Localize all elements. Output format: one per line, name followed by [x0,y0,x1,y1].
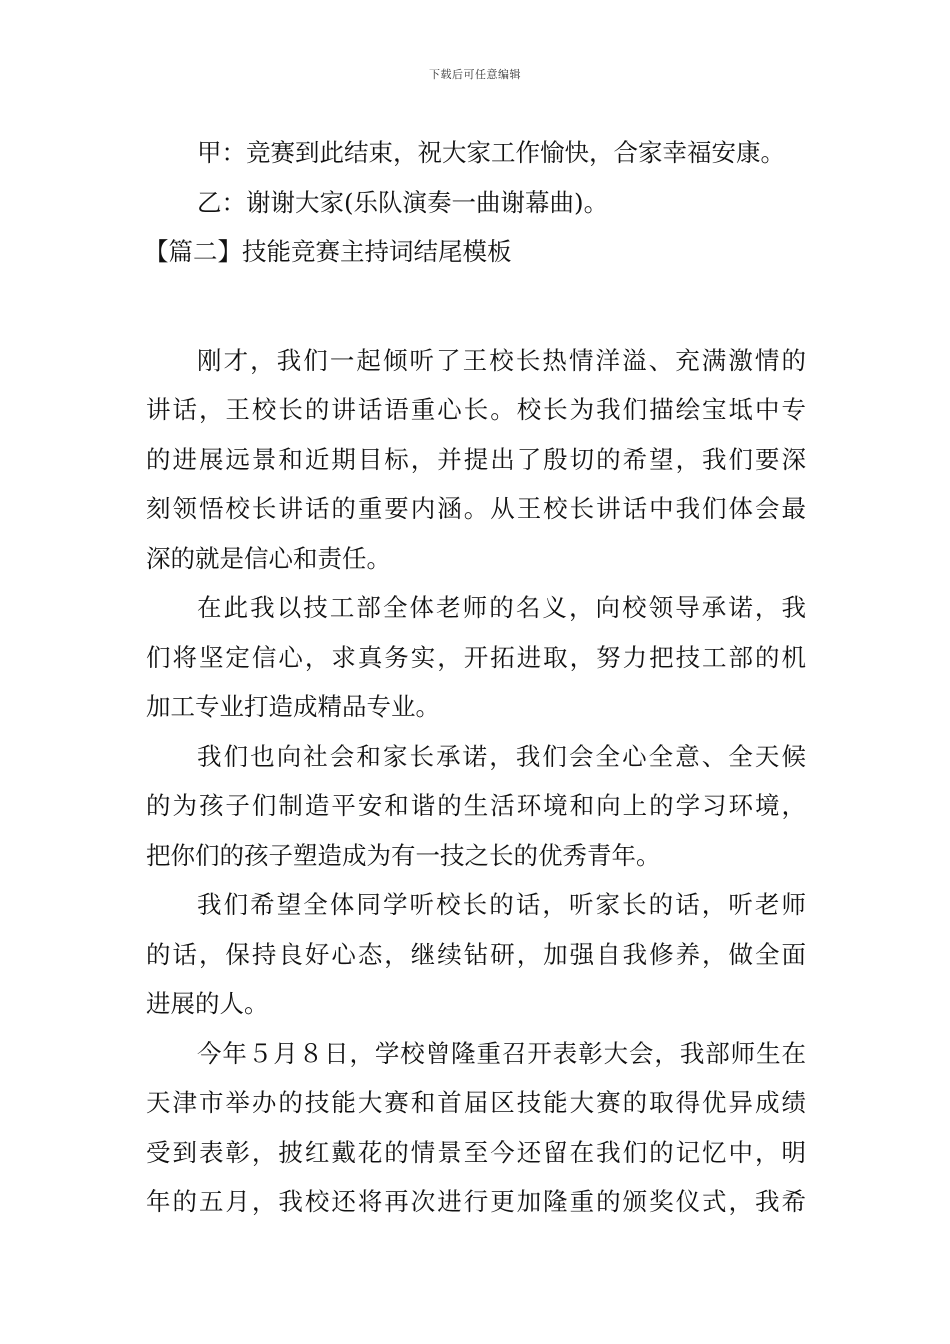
paragraph-line: 加工专业打造成精品专业。 [146,692,440,721]
paragraph-line: 年的五月，我校还将再次进行更加隆重的颁奖仪式，我希 [146,1187,806,1216]
intro-line: 乙：谢谢大家(乐队演奏一曲谢幕曲)。 [197,187,609,217]
paragraph-line: 进展的人。 [146,989,269,1018]
intro-line: 甲：竞赛到此结束，祝大家工作愉快，合家幸福安康。 [197,138,785,167]
page-header: 下载后可任意编辑 [429,68,521,81]
paragraph-line: 的为孩子们制造平安和谐的生活环境和向上的学习环境， [146,791,806,820]
paragraph-line: 刚才，我们一起倾听了王校长热情洋溢、充满激情的 [197,345,806,375]
paragraph [146,732,806,881]
paragraph-line: 把你们的孩子塑造成为有一技之长的优秀青年。 [146,840,661,870]
paragraph-line: 受到表彰，披红戴花的情景至今还留在我们的记忆中，明 [146,1137,806,1167]
paragraph-line: 我们也向社会和家长承诺，我们会全心全意、全天候 [197,741,806,771]
paragraph-line: 的话，保持良好心态，继续钻研，加强自我修养，做全面 [146,939,806,969]
paragraph-line: 们将坚定信心，求真务实，开拓进取，努力把技工部的机 [146,642,806,672]
paragraph-line: 在此我以技工部全体老师的名义，向校领导承诺，我 [197,593,806,622]
paragraph [146,1029,806,1227]
paragraph-line: 深的就是信心和责任。 [146,543,391,573]
document-body [146,128,806,1227]
paragraph-line: 今年５月８日，学校曾隆重召开表彰大会，我部师生在 [197,1038,806,1068]
paragraph-line: 讲话，王校长的讲话语重心长。校长为我们描绘宝坻中专 [146,395,806,424]
paragraph-line: 我们希望全体同学听校长的话，听家长的话，听老师 [197,890,806,919]
paragraph [146,880,806,1029]
paragraph-line: 的进展远景和近期目标，并提出了殷切的希望，我们要深 [146,444,806,474]
section-gap [146,277,806,336]
paragraph-line: 天津市举办的技能大赛和首届区技能大赛的取得优异成绩 [146,1088,806,1117]
paragraph-line: 刻领悟校长讲话的重要内涵。从王校长讲话中我们体会最 [146,494,806,523]
paragraph [146,336,806,584]
section-title: 【篇二】技能竞赛主持词结尾模板 [144,237,512,266]
paragraph [146,583,806,732]
